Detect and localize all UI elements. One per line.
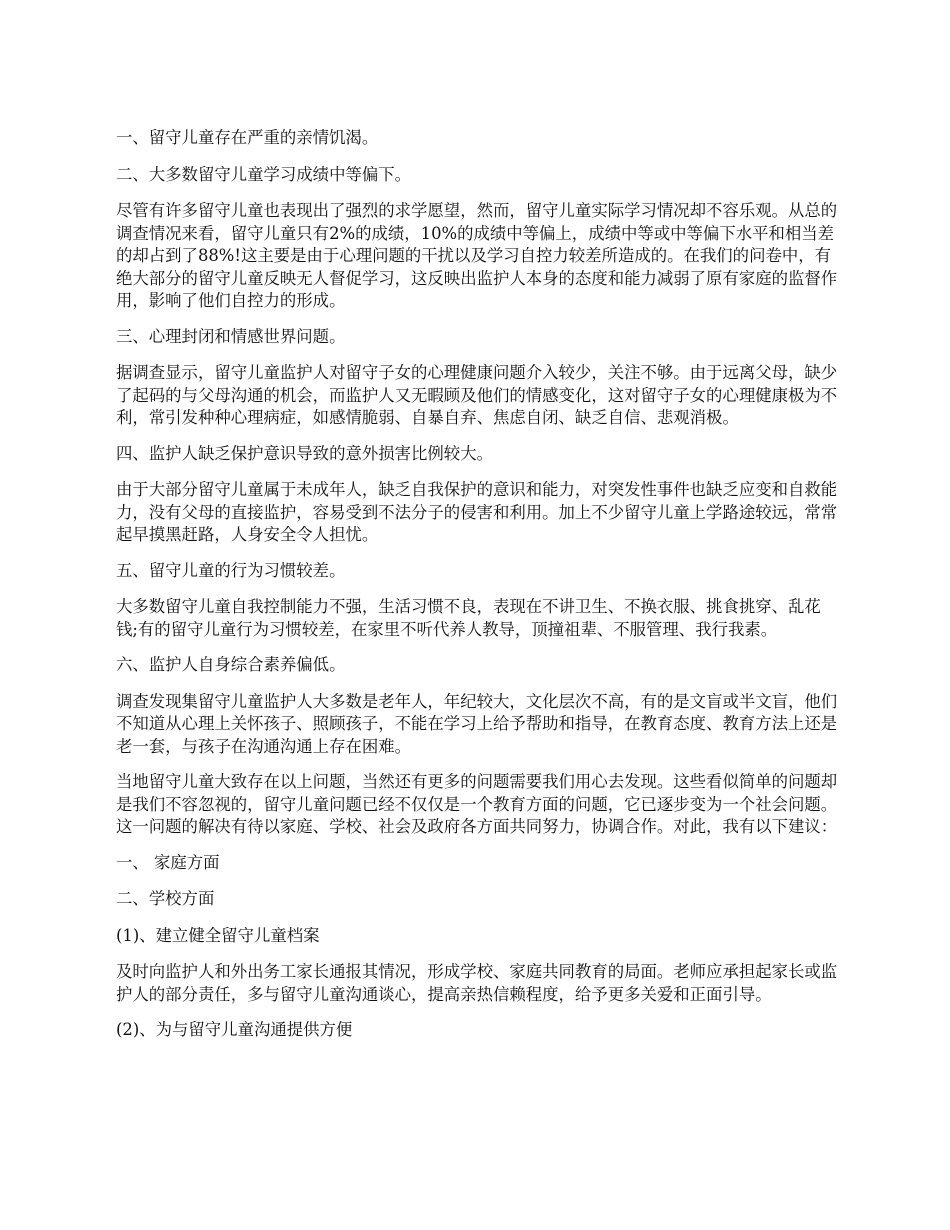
heading-family-aspect: 一、 家庭方面 <box>116 852 220 872</box>
heading-school-aspect: 二、学校方面 <box>116 889 215 908</box>
paragraph-student-records: 及时向监护人和外出务工家长通报其情况，形成学校、家庭共同教育的局面。老师应承担起家长或监护人的部分责任，多与留守儿童沟通谈心，提高亲热信赖程度，给予更多关爱和正面引导。 <box>116 962 838 1004</box>
paragraph-psychological-issues: 据调查显示，留守儿童监护人对留守子女的心理健康问题介入较少，关注不够。由于远离父母，缺少了起码的与父母沟通的机会，而监护人又无暇顾及他们的情感变化，这对留守子女的心理健康极为不利，常引发种种心理病症，如感情脆弱、自暴自弃、焦虑自闭、缺乏自信、悲观消极。 <box>116 363 838 427</box>
heading-psychological-issues: 三、心理封闭和情感世界问题。 <box>116 326 346 346</box>
heading-behavior-habits: 五、留守儿童的行为习惯较差。 <box>116 560 346 580</box>
heading-safety-awareness: 四、监护人缺乏保护意识导致的意外损害比例较大。 <box>116 443 493 463</box>
paragraph-guardian-quality: 调查发现集留守儿童监护人大多数是老年人，年纪较大，文化层次不高，有的是文盲或半文盲，他们不知道从心理上关怀孩子、照顾孩子，不能在学习上给予帮助和指导，在教育态度、教育方法上还是老一套，与孩子在沟通沟通上存在困难。 <box>116 691 838 756</box>
paragraph-summary: 当地留守儿童大致存在以上问题，当然还有更多的问题需要我们用心去发现。这些看似简单的问题却是我们不容忽视的，留守儿童问题已经不仅仅是一个教育方面的问题，它已逐步变为一个社会问题。这一问题的解决有待以家庭、学校、社会及政府各方面共同努力，协调合作。对此，我有以下建议： <box>116 772 838 836</box>
heading-communication: (2)、为与留守儿童沟通提供方便 <box>116 1020 353 1039</box>
paragraph-safety-awareness: 由于大部分留守儿童属于未成年人，缺乏自我保护的意识和能力，对突发性事件也缺乏应变和自救能力，没有父母的直接监护，容易受到不法分子的侵害和利用。加上不少留守儿童上学路途较远，常常起早摸黑赶路，人身安全令人担忧。 <box>116 480 838 544</box>
heading-guardian-quality: 六、监护人自身综合素养偏低。 <box>116 655 346 674</box>
paragraph-behavior-habits: 大多数留守儿童自我控制能力不强，生活习惯不良，表现在不讲卫生、不换衣服、挑食挑穿、乱花钱;有的留守儿童行为习惯较差，在家里不听代养人教导，顶撞祖辈、不服管理、我行我素。 <box>116 597 821 639</box>
heading-emotional-hunger: 一、留守儿童存在严重的亲情饥渴。 <box>116 128 379 147</box>
heading-student-records: (1)、建立健全留守儿童档案 <box>116 925 320 945</box>
heading-academic-performance: 二、大多数留守儿童学习成绩中等偏下。 <box>116 164 412 184</box>
paragraph-academic-performance: 尽管有许多留守儿童也表现出了强烈的求学愿望，然而，留守儿童实际学习情况却不容乐观。从总的调查情况来看，留守儿童只有2%的成绩，10%的成绩中等偏上，成绩中等或中等偏下水平和相当差的却占到了88%!这主要是由于心理问题的干扰以及学习自控力较差所造成的。在我们的问卷中，有绝大部分的留守儿童反映无人督促学习，这反映出监护人本身的态度和能力减弱了原有家庭的监督作用，影响了他们自控力的形成。 <box>116 201 838 310</box>
